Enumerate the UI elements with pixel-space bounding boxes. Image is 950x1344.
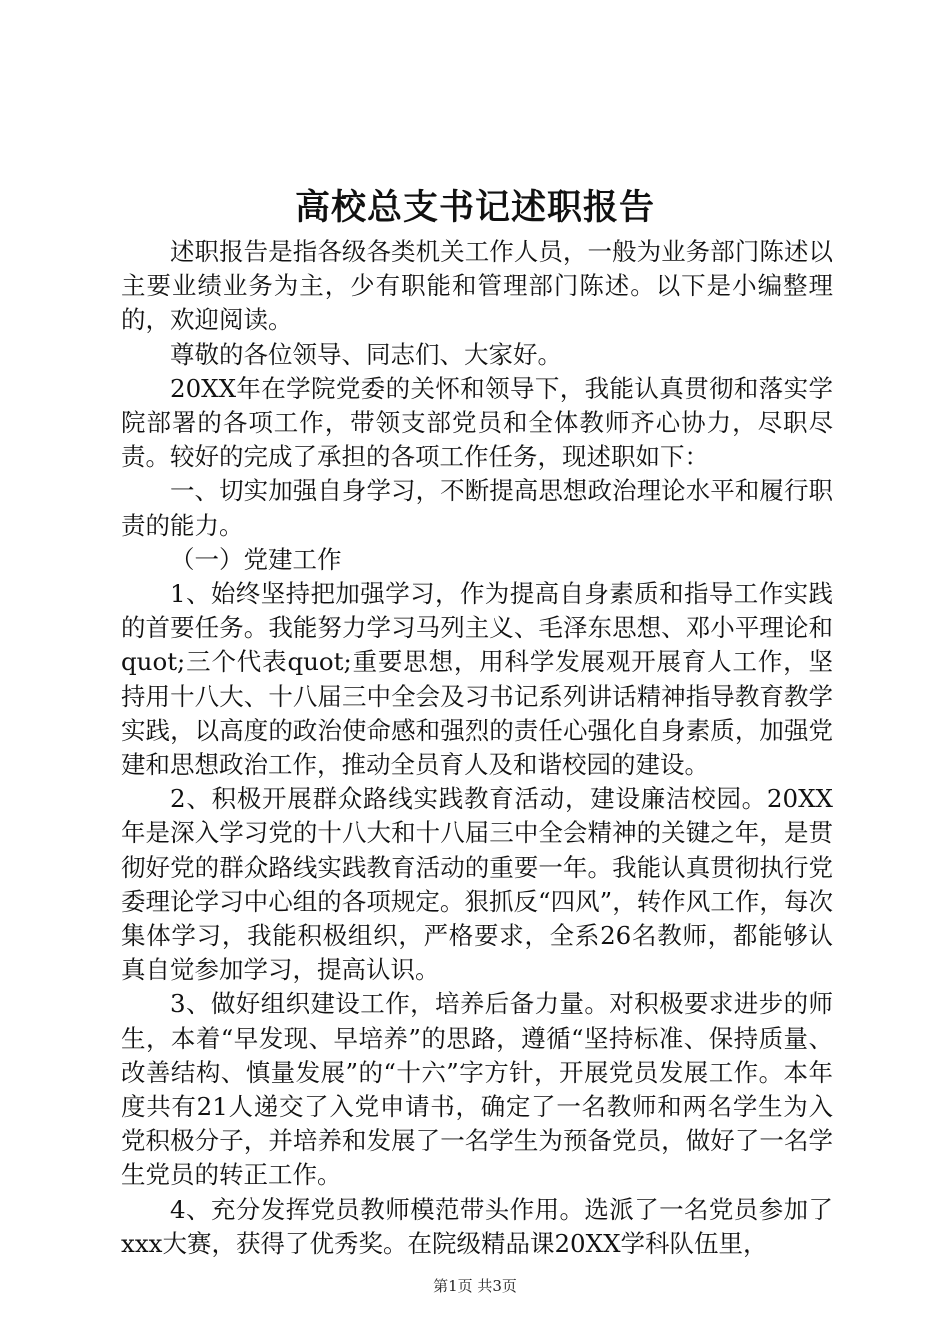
- section-heading-1: 一、切实加强自身学习，不断提高思想政治理论水平和履行职责的能力。: [121, 476, 833, 540]
- document-title: 高校总支书记述职报告: [294, 187, 655, 228]
- subsection-heading-party-building: （一）党建工作: [170, 544, 342, 574]
- page-footer: 第1页 共3页: [433, 1277, 517, 1295]
- paragraph-item-4: 4、充分发挥党员教师模范带头作用。选派了一名党员参加了xxx大赛，获得了优秀奖。在院级精品课20XX学科队伍里，: [121, 1194, 833, 1258]
- paragraph-item-3: 3、做好组织建设工作，培养后备力量。对积极要求进步的师生，本着“早发现、早培养”的思路，遵循“坚持标准、保持质量、改善结构、慎量发展”的“十六”字方针，开展党员发展工作。本年度共有21人递交了入党申请书，确定了一名教师和两名学生为入党积极分子，并培养和发展了一名学生为预备党员，做好了一名学生党员的转正工作。: [121, 989, 833, 1190]
- paragraph-overview: 20XX年在学院党委的关怀和领导下，我能认真贯彻和落实学院部署的各项工作，带领支部党员和全体教师齐心协力，尽职尽责。较好的完成了承担的各项工作任务，现述职如下：: [121, 373, 833, 472]
- paragraph-item-1: 1、始终坚持把加强学习，作为提高自身素质和指导工作实践的首要任务。我能努力学习马列主义、毛泽东思想、邓小平理论和quot;三个代表quot;重要思想，用科学发展观开展育人工作，坚持用十八大、十八届三中全会及习书记系列讲话精神指导教育教学实践，以高度的政治使命感和强烈的责任心强化自身素质，加强党建和思想政治工作，推动全员育人及和谐校园的建设。: [121, 579, 833, 780]
- paragraph-greeting: 尊敬的各位领导、同志们、大家好。: [170, 339, 562, 369]
- paragraph-intro: 述职报告是指各级各类机关工作人员，一般为业务部门陈述以主要业绩业务为主，少有职能和管理部门陈述。以下是小编整理的，欢迎阅读。: [121, 237, 833, 335]
- document-body: [121, 235, 833, 1261]
- paragraph-item-2: 2、积极开展群众路线实践教育活动，建设廉洁校园。20XX年是深入学习党的十八大和十八届三中全会精神的关键之年，是贯彻好党的群众路线实践教育活动的重要一年。我能认真贯彻执行党委理论学习中心组的各项规定。狠抓反“四风”，转作风工作，每次集体学习，我能积极组织，严格要求，全系26名教师，都能够认真自觉参加学习，提高认识。: [121, 784, 833, 985]
